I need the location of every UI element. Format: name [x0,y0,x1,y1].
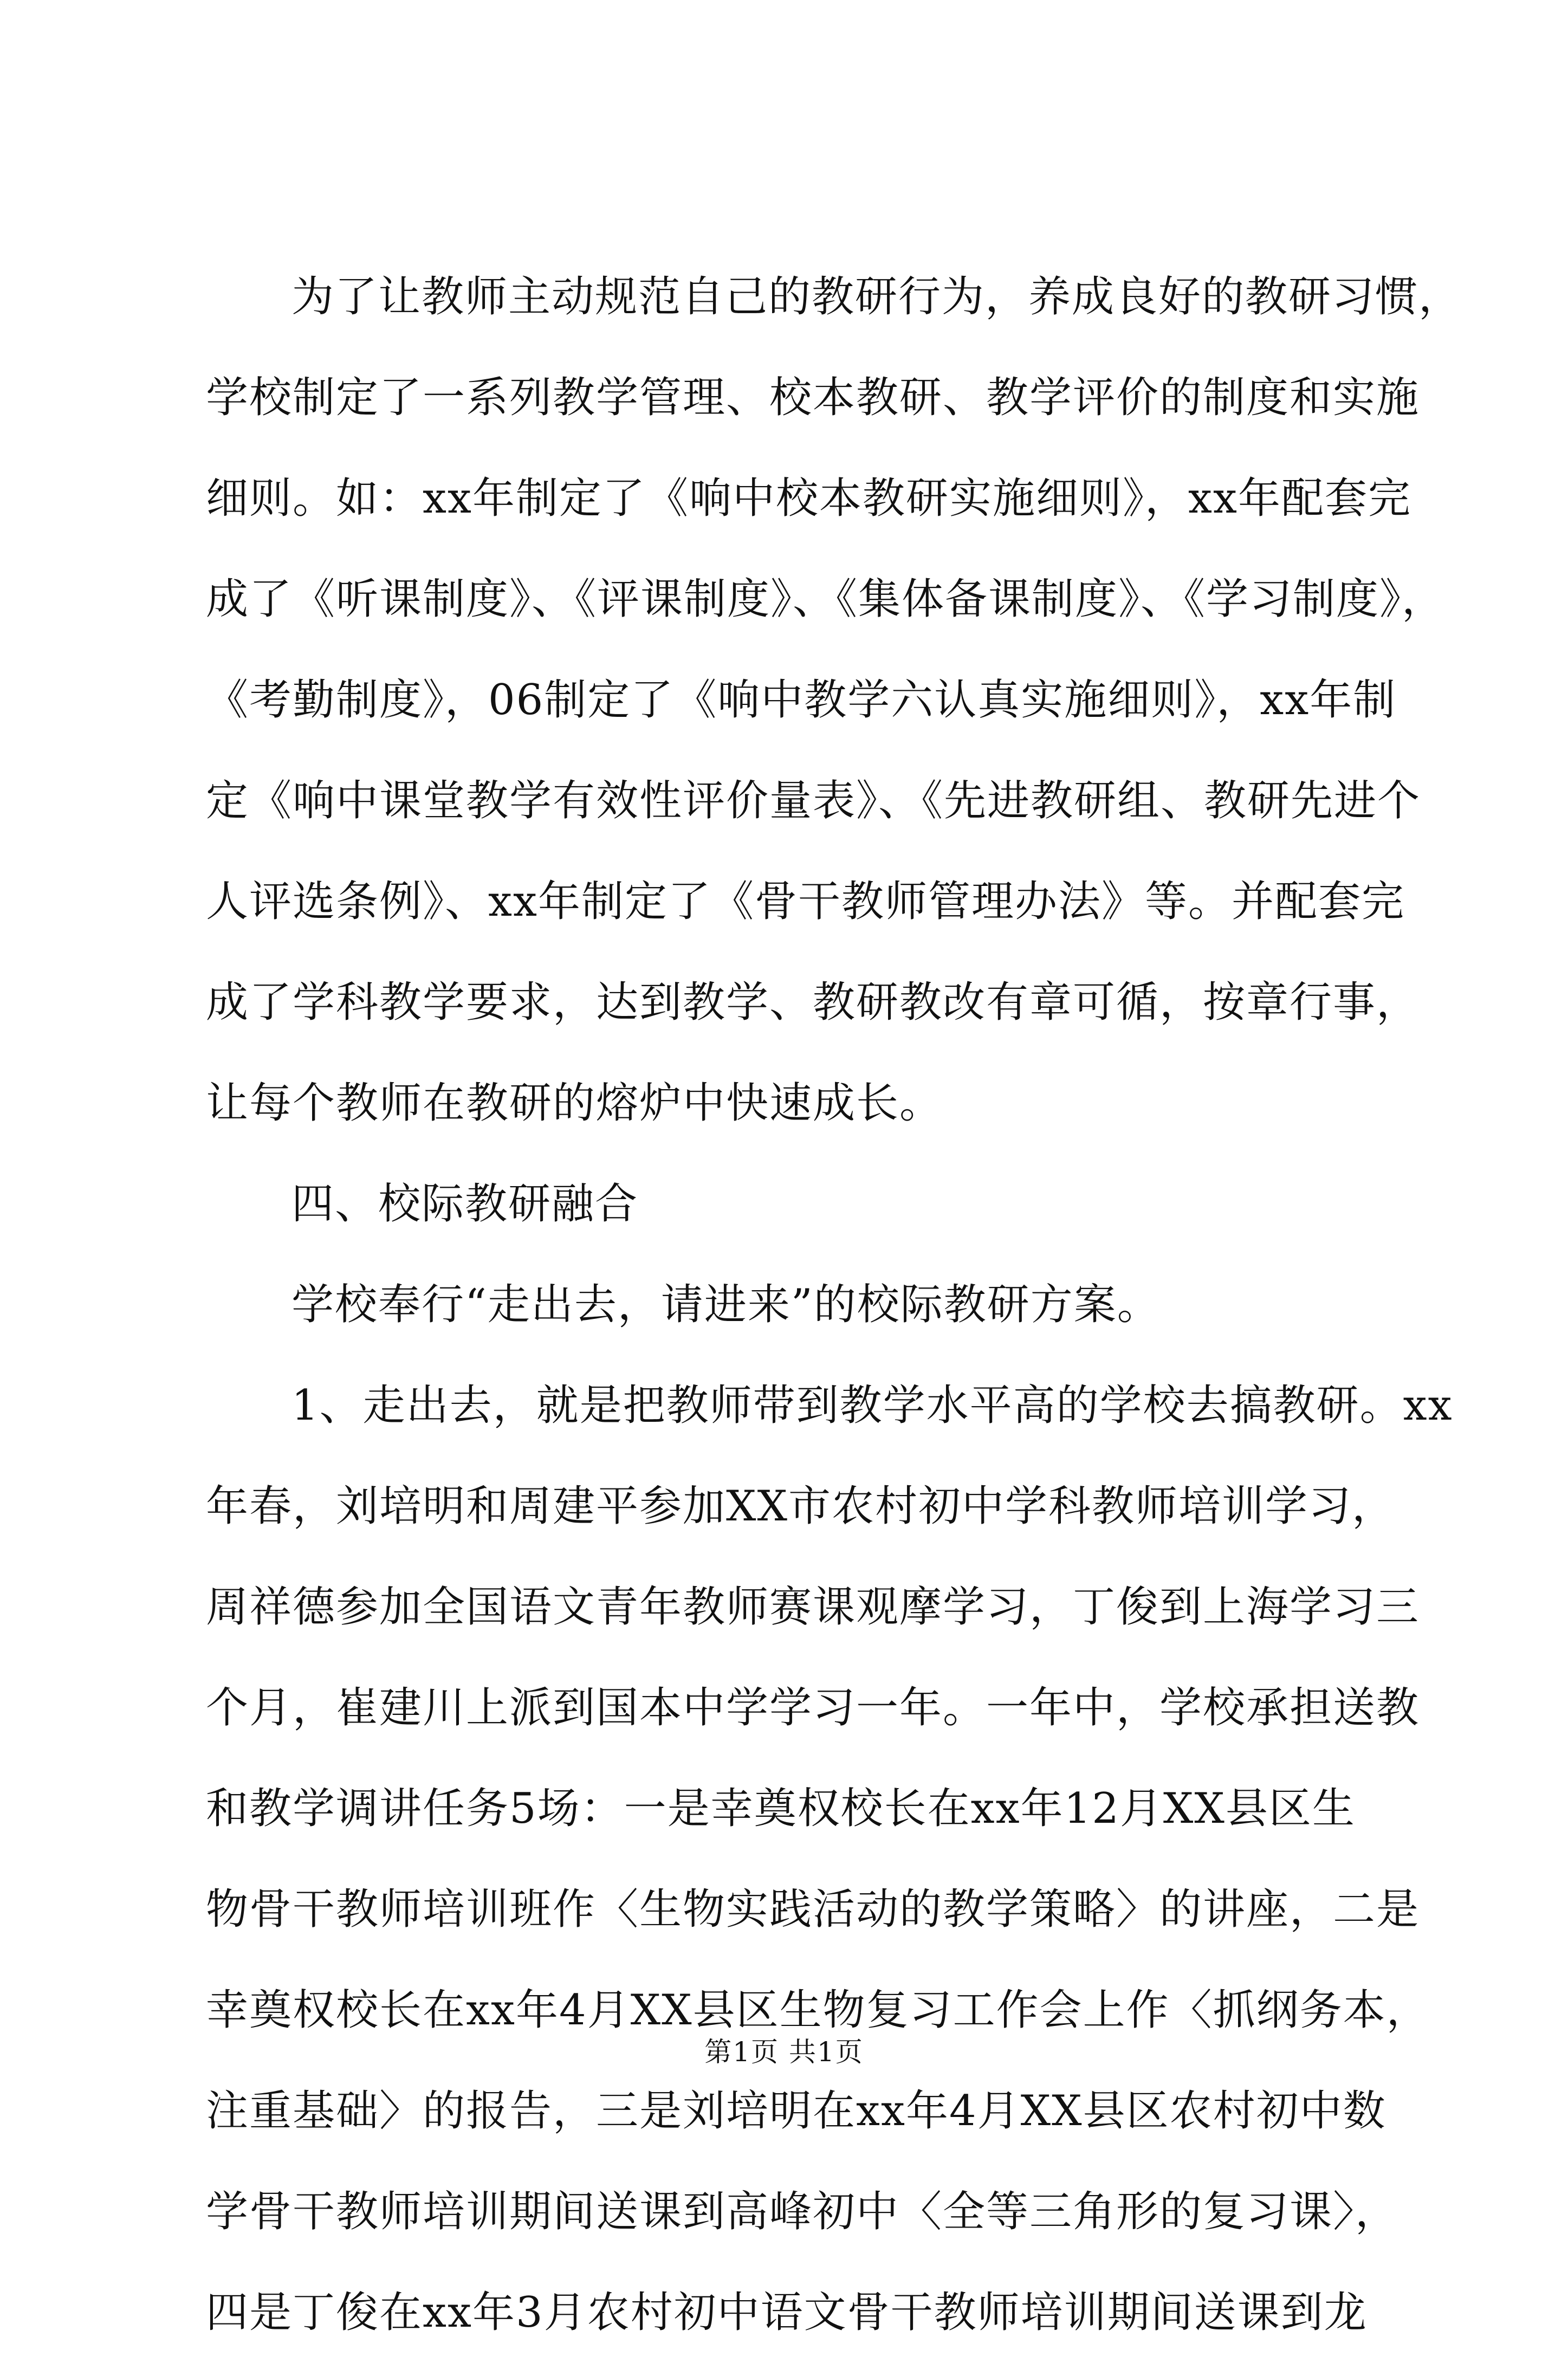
paragraph-line: 细则。如：xx年制定了《响中校本教研实施细则》，xx年配套完 [206,474,1411,523]
paragraph-line: 个月，崔建川上派到国本中学学习一年。一年中，学校承担送教 [206,1684,1420,1732]
paragraph-line: 成了学科教学要求，达到教学、教研教改有章可循，按章行事， [206,978,1420,1027]
paragraph-line: 和教学调讲任务5场：一是幸奠权校长在xx年12月XX县区生 [206,1784,1356,1833]
paragraph-line: 《考勤制度》，06制定了《响中教学六认真实施细则》，xx年制 [206,676,1397,724]
paragraph-line: 为了让教师主动规范自己的教研行为，养成良好的教研习惯， [291,273,1462,321]
paragraph-line: 四是丁俊在xx年3月农村初中语文骨干教师培训期间送课到龙 [206,2288,1368,2337]
paragraph-line: 周祥德参加全国语文青年教师赛课观摩学习，丁俊到上海学习三 [206,1583,1420,1632]
paragraph-line: 1、走出去，就是把教师带到教学水平高的学校去搞教研。xx [291,1381,1453,1430]
paragraph-line: 让每个教师在教研的熔炉中快速成长。 [206,1079,943,1128]
paragraph-line: 学校制定了一系列教学管理、校本教研、教学评价的制度和实施 [206,373,1420,422]
paragraph-line: 物骨干教师培训班作〈生物实践活动的教学策略〉的讲座，二是 [206,1885,1420,1934]
paragraph-line: 年春，刘培明和周建平参加XX市农村初中学科教师培训学习， [206,1482,1396,1531]
paragraph-line: 定《响中课堂教学有效性评价量表》、《先进教研组、教研先进个 [206,776,1421,825]
paragraph-line: 成了《听课制度》、《评课制度》、《集体备课制度》、《学习制度》， [206,575,1446,624]
paragraph-line: 人评选条例》、xx年制定了《骨干教师管理办法》等。并配套完 [206,877,1405,926]
paragraph-line: 学校奉行“走出去，请进来”的校际教研方案。 [291,1280,1161,1329]
page-footer: 第1页 共1页 [704,2036,864,2068]
paragraph-line: 注重基础〉的报告，三是刘培明在xx年4月XX县区农村初中数 [206,2087,1386,2135]
paragraph-line: 学骨干教师培训期间送课到高峰初中〈全等三角形的复习课〉， [206,2187,1399,2236]
paragraph-line: 幸奠权校长在xx年4月XX县区生物复习工作会上作〈抓纲务本， [206,1986,1430,2035]
section-heading: 四、校际教研融合 [291,1180,639,1228]
